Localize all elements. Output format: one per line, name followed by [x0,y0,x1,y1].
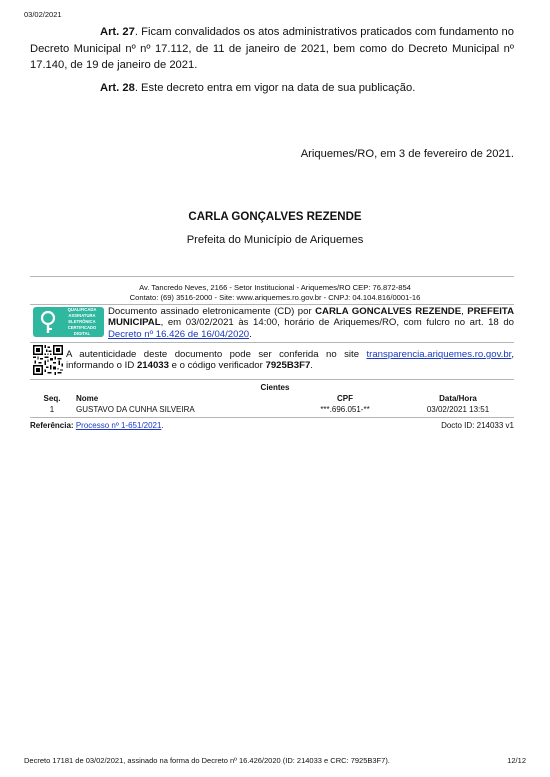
address-line-2: Contato: (69) 3516-2000 - Site: www.ariquemes.ro.gov.br - CNPJ: 04.104.816/0001-16 [129,293,421,302]
article-27 [30,24,514,74]
cientes-title: Cientes [260,383,290,392]
article-27-text: . Ficam convalidados os atos administrativos praticados com fundamento no Decreto Municipal nº nº 17.112, de 11 de janeiro de 2021, bem como do Decreto Municipal nº 17.140, de 19 de janeiro de 2021. [30,26,514,71]
signature-suffix: . [249,328,252,340]
divider-top [30,276,514,277]
auth-prefix: A autenticidade deste documento pode ser conferida no site [66,349,367,360]
auth-mid-2: e o código verificador [168,360,266,372]
divider-address [30,304,514,305]
process-link[interactable]: Processo nº 1-651/2021 [75,421,162,430]
cell-seq: 1 [49,405,55,414]
cientes-header-row [30,393,514,404]
decree-link[interactable]: Decreto nº 16.426 de 16/04/2020 [108,328,250,340]
article-28-label: Art. 28 [100,82,135,94]
seal-line-1: QUALIFICADA [67,307,97,312]
signer-role: Prefeita do Município de Ariquemes [186,234,364,246]
reference [30,421,164,430]
auth-suffix: . [310,360,313,372]
divider-signature [30,342,514,343]
col-seq-header: Seq. [43,394,61,403]
seal-line-2: ASSINATURA [68,313,96,318]
page-number: 12/12 [507,756,526,765]
signature-name: CARLA GONCALVES REZENDE [315,306,462,317]
authenticity-statement [66,349,514,372]
table-row [30,404,514,415]
address-line-1: Av. Tancredo Neves, 2166 - Setor Institucional - Ariquemes/RO CEP: 76.872-854 [139,283,411,292]
article-27-label: Art. 27 [100,26,135,38]
document-id-label: Docto ID: 214033 v1 [441,421,514,430]
signature-statement [108,306,514,340]
col-cpf-header: CPF [337,394,353,403]
signature-role: PREFEITA MUNICIPAL [108,306,514,329]
key-icon [33,307,63,337]
seal-line-4: CERTIFICADO DIGITAL [67,325,97,336]
article-28 [30,80,514,97]
cell-date: 03/02/2021 13:51 [426,405,490,414]
qr-code-icon [33,345,63,375]
signature-sep: , [461,306,468,317]
verification-code: 7925B3F7 [265,360,311,372]
reference-suffix: . [161,421,164,430]
divider-auth [30,379,514,380]
signature-middle: , em 03/02/2021 às 14:00, horário de Ariquemes/RO, com fulcro no art. 18 do [160,317,514,329]
signature-seal-icon [33,307,63,337]
document-id: 214033 [136,360,169,372]
cell-name: GUSTAVO DA CUNHA SILVEIRA [76,405,195,414]
page-footer: Decreto 17181 de 03/02/2021, assinado na forma do Decreto nº 16.426/2020 (ID: 214033 e CRC: 7925B3F7). [24,756,390,765]
col-date-header: Data/Hora [439,394,477,403]
cell-cpf: ***.696.051-** [320,405,370,414]
header-date: 03/02/2021 [24,10,62,19]
transparency-site-link[interactable]: transparencia.ariquemes.ro.gov.br [366,349,512,360]
place-date: Ariquemes/RO, em 3 de fevereiro de 2021. [300,148,514,160]
signature-seal-label [60,307,104,337]
divider-cientes [30,417,514,418]
signer-name: CARLA GONÇALVES REZENDE [188,211,362,223]
article-28-text: . Este decreto entra em vigor na data de sua publicação. [134,82,416,94]
auth-mid-1: , informando o ID [66,349,514,372]
col-name-header: Nome [76,394,99,403]
reference-label: Referência: [30,421,74,430]
signature-prefix: Documento assinado eletronicamente (CD) por [108,306,316,317]
cientes-table [30,393,514,415]
seal-line-3: ELETRÔNICA [68,319,96,324]
